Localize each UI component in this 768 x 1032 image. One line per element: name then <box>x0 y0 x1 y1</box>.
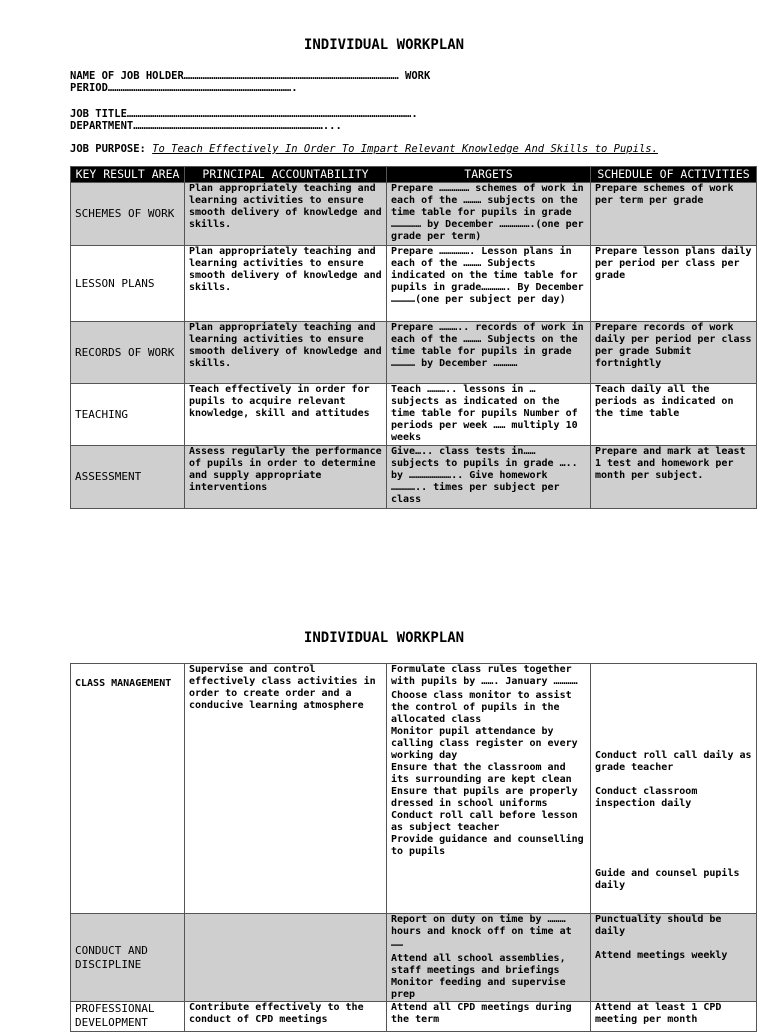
target-item: Attend all school assemblies, staff meetings and briefings <box>391 953 566 976</box>
job-purpose-value: To Teach Effectively In Order To Impart Relevant Knowledge And Skills to Pupils. <box>152 143 658 155</box>
key-result-area: PROFESSIONAL DEVELOPMENT <box>71 1002 185 1032</box>
page-title-2: INDIVIDUAL WORKPLAN <box>303 630 465 646</box>
accountability <box>185 914 387 1002</box>
table-header-row <box>71 167 757 183</box>
job-holder-fields <box>70 70 700 94</box>
schedule-item: Punctuality should be daily <box>595 914 722 937</box>
schedule: Prepare lesson plans daily per period per class per grade <box>591 246 757 322</box>
department-line: DEPARTMENT………………………………………………………………………………... <box>70 120 342 132</box>
workplan-table-1 <box>70 166 757 509</box>
table-row <box>71 446 757 509</box>
accountability: Supervise and control effectively class activities in order to create order and a conducive learning atmosphere <box>185 664 387 914</box>
targets-list <box>387 664 591 914</box>
schedule-item: Conduct classroom inspection daily <box>595 786 698 809</box>
table-row <box>71 183 757 246</box>
targets: Teach ……….. lessons in … subjects as indicated on the time table for pupils Number of periods per week …… multiply 10 weeks <box>387 384 591 446</box>
accountability: Plan appropriately teaching and learning activities to ensure smooth delivery of knowledge and skills. <box>185 322 387 384</box>
key-result-area: TEACHING <box>71 384 185 446</box>
header-targets: TARGETS <box>387 167 591 183</box>
target-item: Choose class monitor to assist the control of pupils in the allocated class <box>391 690 572 725</box>
targets-list <box>387 914 591 1002</box>
page-title: INDIVIDUAL WORKPLAN <box>303 37 465 53</box>
target-item: Ensure that pupils are properly dressed in school uniforms <box>391 786 578 809</box>
table-row-professional <box>71 1002 757 1032</box>
table-row-class-management <box>71 664 757 914</box>
job-purpose-label: JOB PURPOSE: <box>70 143 146 155</box>
accountability: Contribute effectively to the conduct of CPD meetings <box>185 1002 387 1032</box>
job-holder-line: NAME OF JOB HOLDER………………………………………………………………………………………… WORK <box>70 70 431 82</box>
accountability: Plan appropriately teaching and learning activities to ensure smooth delivery of knowledge and skills. <box>185 183 387 246</box>
schedule: Prepare records of work daily per period per class per grade Submit fortnightly <box>591 322 757 384</box>
schedule: Prepare schemes of work per term per grade <box>591 183 757 246</box>
target-item: Report on duty on time by ……… hours and knock off on time at …… <box>391 914 572 949</box>
schedule-item: Attend meetings weekly <box>595 950 728 961</box>
table-row <box>71 246 757 322</box>
job-purpose <box>70 143 658 155</box>
workplan-table-2 <box>70 663 757 1032</box>
targets: Attend all CPD meetings during the term <box>387 1002 591 1032</box>
target-item: Conduct roll call before lesson as subject teacher <box>391 810 578 833</box>
header-principal-accountability: PRINCIPAL ACCOUNTABILITY <box>185 167 387 183</box>
target-item: Formulate class rules together with pupils by ……. January ………… <box>391 664 578 687</box>
accountability: Plan appropriately teaching and learning activities to ensure smooth delivery of knowledge and skills. <box>185 246 387 322</box>
period-line: PERIOD……………………………………………………………………………. <box>70 82 298 94</box>
schedule: Prepare and mark at least 1 test and homework per month per subject. <box>591 446 757 509</box>
job-title-line: JOB TITLE………………………………………………………………………………………………………………………. <box>70 108 418 120</box>
key-result-area: CONDUCT AND DISCIPLINE <box>71 914 185 1002</box>
table-row <box>71 322 757 384</box>
header-schedule-of-activities: SCHEDULE OF ACTIVITIES <box>591 167 757 183</box>
target-item: Monitor feeding and supervise prep <box>391 977 566 1000</box>
accountability: Assess regularly the performance of pupils in order to determine and supply appropriate interventions <box>185 446 387 509</box>
target-item: Ensure that the classroom and its surrounding are kept clean <box>391 762 572 785</box>
schedule-list <box>591 914 757 1002</box>
schedule: Teach daily all the periods as indicated on the time table <box>591 384 757 446</box>
schedule-item: Conduct roll call daily as grade teacher <box>595 750 752 773</box>
key-result-area: ASSESSMENT <box>71 446 185 509</box>
accountability: Teach effectively in order for pupils to acquire relevant knowledge, skill and attitudes <box>185 384 387 446</box>
job-title-fields <box>70 108 700 132</box>
schedule: Attend at least 1 CPD meeting per month <box>591 1002 757 1032</box>
key-result-area: RECORDS OF WORK <box>71 322 185 384</box>
target-item: Monitor pupil attendance by calling class register on every working day <box>391 726 578 761</box>
key-result-area: SCHEMES OF WORK <box>71 183 185 246</box>
targets: Give….. class tests in…… subjects to pupils in grade ….. by ………………….. Give homework ………….. times per subject per class <box>387 446 591 509</box>
header-key-result-area: KEY RESULT AREA <box>71 167 185 183</box>
table-row-conduct <box>71 914 757 1002</box>
target-item: Provide guidance and counselling to pupils <box>391 834 584 857</box>
schedule-item: Guide and counsel pupils daily <box>595 868 740 891</box>
key-result-area: LESSON PLANS <box>71 246 185 322</box>
targets: Prepare ……………. Lesson plans in each of the ……… Subjects indicated on the time table for pupils in grade…………. By December …………(one per subject per day) <box>387 246 591 322</box>
key-result-area: CLASS MANAGEMENT <box>71 664 185 914</box>
targets: Prepare …………… schemes of work in each of the ……… subjects on the time table for pupils in grade …………… by December …………….(one per grade per term) <box>387 183 591 246</box>
targets: Prepare ……….. records of work in each of the ……… Subjects on the time table for pupils in grade ………… by December ………… <box>387 322 591 384</box>
schedule-list <box>591 664 757 914</box>
table-row <box>71 384 757 446</box>
